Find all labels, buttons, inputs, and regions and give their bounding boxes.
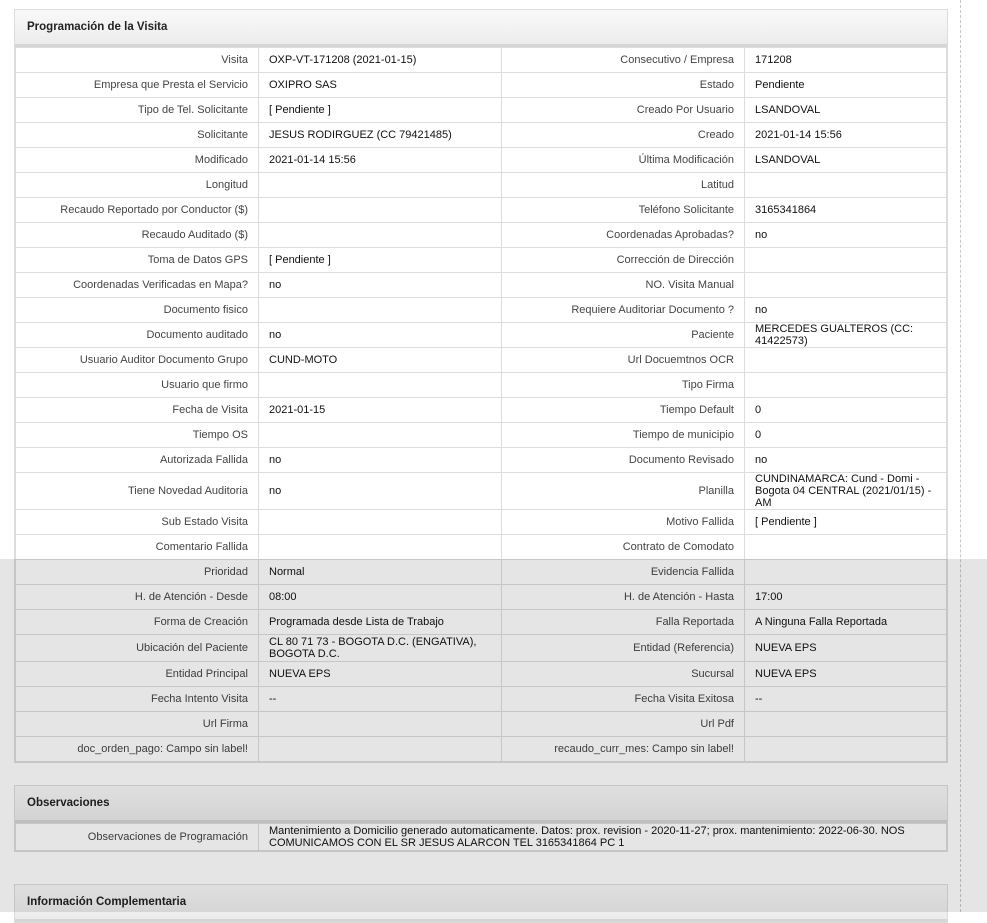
field-value-text: CL 80 71 73 - BOGOTA D.C. (ENGATIVA), BOGOTA D.C. xyxy=(269,636,477,660)
field-label-text: Teléfono Solicitante xyxy=(638,204,734,216)
field-value xyxy=(745,610,947,635)
field-label-text: Tipo Firma xyxy=(681,379,734,391)
field-value xyxy=(259,373,502,398)
field-label-text: Empresa que Presta el Servicio xyxy=(93,79,248,91)
field-value-text: [ Pendiente ] xyxy=(269,104,331,116)
table-row xyxy=(16,73,947,98)
field-value xyxy=(259,223,502,248)
field-value xyxy=(259,398,502,423)
field-label xyxy=(502,373,745,398)
table-row xyxy=(16,662,947,687)
field-label-text: Coordenadas Aprobadas? xyxy=(606,229,734,241)
field-value-text: no xyxy=(269,329,282,341)
field-label xyxy=(16,687,259,712)
info-complementaria-title: Información Complementaria xyxy=(15,885,947,922)
field-value xyxy=(259,635,502,662)
field-label-text: Creado xyxy=(697,129,734,141)
field-label-text: Creado Por Usuario xyxy=(636,104,734,116)
field-value xyxy=(745,73,947,98)
field-label xyxy=(502,298,745,323)
field-label xyxy=(16,198,259,223)
field-label-text: H. de Atención - Desde xyxy=(134,591,248,603)
field-value xyxy=(259,560,502,585)
table-row xyxy=(16,173,947,198)
table-row xyxy=(16,423,947,448)
field-label xyxy=(502,510,745,535)
table-row xyxy=(16,398,947,423)
field-label-text: recaudo_curr_mes: Campo sin label! xyxy=(554,743,734,755)
field-label-text: Evidencia Fallida xyxy=(650,566,734,578)
field-label-text: Consecutivo / Empresa xyxy=(620,54,734,66)
field-value-text: [ Pendiente ] xyxy=(269,254,331,266)
field-value-text: Normal xyxy=(269,566,305,578)
table-row xyxy=(16,473,947,510)
field-value xyxy=(745,298,947,323)
field-label-text: Solicitante xyxy=(197,129,248,141)
observaciones-table xyxy=(15,823,947,851)
field-value-text: 2021-01-14 15:56 xyxy=(755,129,842,141)
field-label xyxy=(502,448,745,473)
field-label-text: Modificado xyxy=(194,154,248,166)
field-label-text: Motivo Fallida xyxy=(666,516,734,528)
table-row xyxy=(16,510,947,535)
field-value-text: NUEVA EPS xyxy=(755,668,817,680)
field-label-text: NO. Visita Manual xyxy=(645,279,734,291)
field-label xyxy=(502,123,745,148)
field-label-text: Visita xyxy=(221,54,248,66)
field-value-text: OXP-VT-171208 (2021-01-15) xyxy=(269,54,417,66)
field-value xyxy=(745,635,947,662)
field-label xyxy=(16,73,259,98)
table-row xyxy=(16,687,947,712)
field-value xyxy=(259,737,502,762)
table-row xyxy=(16,585,947,610)
field-label-text: Documento fisico xyxy=(163,304,248,316)
field-label xyxy=(16,473,259,510)
field-value xyxy=(259,73,502,98)
table-row xyxy=(16,373,947,398)
field-value xyxy=(259,173,502,198)
field-value xyxy=(259,585,502,610)
field-label-text: Fecha Visita Exitosa xyxy=(634,693,734,705)
field-label xyxy=(502,173,745,198)
field-value xyxy=(745,173,947,198)
table-row xyxy=(16,148,947,173)
table-row xyxy=(16,610,947,635)
field-value-text: no xyxy=(269,454,282,466)
field-label-text: Comentario Fallida xyxy=(155,541,248,553)
table-row xyxy=(16,535,947,560)
field-value xyxy=(745,273,947,298)
field-label xyxy=(502,662,745,687)
field-value xyxy=(259,473,502,510)
field-value xyxy=(745,737,947,762)
field-label-text: Tiempo de municipio xyxy=(632,429,734,441)
field-value xyxy=(745,535,947,560)
field-label-text: Estado xyxy=(699,79,734,91)
field-label-text: Url Firma xyxy=(202,718,248,730)
field-label xyxy=(16,635,259,662)
field-label xyxy=(502,398,745,423)
field-label-text: Tiene Novedad Auditoria xyxy=(127,485,248,497)
field-value xyxy=(259,323,502,348)
field-label xyxy=(502,198,745,223)
field-label xyxy=(16,48,259,73)
field-label-text: Fecha Intento Visita xyxy=(150,693,248,705)
table-row xyxy=(16,273,947,298)
field-value-text: 0 xyxy=(755,429,762,441)
field-label xyxy=(16,423,259,448)
field-label-text: Usuario Auditor Documento Grupo xyxy=(79,354,248,366)
field-value-text: -- xyxy=(269,693,277,705)
field-value-text: A Ninguna Falla Reportada xyxy=(755,616,888,628)
field-value xyxy=(259,198,502,223)
table-row xyxy=(16,223,947,248)
field-value xyxy=(259,510,502,535)
field-label xyxy=(16,535,259,560)
field-label-text: Requiere Auditoriar Documento ? xyxy=(571,304,734,316)
field-label xyxy=(16,323,259,348)
field-label xyxy=(502,48,745,73)
field-label xyxy=(502,585,745,610)
field-value xyxy=(745,348,947,373)
field-label xyxy=(16,173,259,198)
field-label xyxy=(16,510,259,535)
field-label xyxy=(16,585,259,610)
field-value-text: NUEVA EPS xyxy=(755,642,817,654)
field-value-text: JESUS RODIRGUEZ (CC 79421485) xyxy=(269,129,452,141)
observaciones-title: Observaciones xyxy=(15,786,947,823)
table-row xyxy=(16,635,947,662)
field-label xyxy=(502,148,745,173)
field-value-text: 2021-01-15 xyxy=(269,404,326,416)
field-label-text: Tiempo Default xyxy=(659,404,734,416)
field-label-text: Recaudo Auditado ($) xyxy=(141,229,248,241)
field-value xyxy=(745,473,947,510)
field-label-text: Url Pdf xyxy=(700,718,734,730)
field-label-text: Latitud xyxy=(700,179,734,191)
field-value xyxy=(745,687,947,712)
field-value xyxy=(259,348,502,373)
field-value-text: no xyxy=(755,304,768,316)
field-label xyxy=(16,273,259,298)
field-label xyxy=(16,448,259,473)
field-value-text: no xyxy=(269,279,282,291)
field-label xyxy=(16,148,259,173)
field-label xyxy=(16,712,259,737)
dashed-divider xyxy=(960,0,961,912)
field-label xyxy=(502,348,745,373)
field-label-text: Última Modificación xyxy=(638,154,734,166)
field-value xyxy=(745,198,947,223)
field-label-text: Entidad (Referencia) xyxy=(633,642,734,654)
field-value-text: Pendiente xyxy=(755,79,805,91)
programacion-title: Programación de la Visita xyxy=(15,10,947,47)
field-value-text: 17:00 xyxy=(755,591,783,603)
field-value-text: CUNDINAMARCA: Cund - Domi - Bogota 04 CENTRAL (2021/01/15) - AM xyxy=(755,473,932,509)
field-value xyxy=(745,712,947,737)
table-row xyxy=(16,712,947,737)
observaciones-panel xyxy=(14,785,948,852)
field-label-text: Falla Reportada xyxy=(655,616,734,628)
table-row xyxy=(16,248,947,273)
field-value-text: 171208 xyxy=(755,54,792,66)
table-row xyxy=(16,198,947,223)
field-label-text: Paciente xyxy=(691,329,734,341)
observaciones-label: Observaciones de Programación xyxy=(16,824,259,851)
field-value xyxy=(259,610,502,635)
field-label xyxy=(502,635,745,662)
field-value xyxy=(259,712,502,737)
field-label-text: Longitud xyxy=(205,179,248,191)
field-label xyxy=(502,712,745,737)
field-value xyxy=(745,448,947,473)
field-value xyxy=(745,398,947,423)
field-value xyxy=(259,148,502,173)
field-value-text: 08:00 xyxy=(269,591,297,603)
field-label-text: Tiempo OS xyxy=(192,429,248,441)
field-value xyxy=(259,298,502,323)
field-value xyxy=(259,98,502,123)
field-label xyxy=(16,737,259,762)
field-value xyxy=(259,48,502,73)
field-label-text: Ubicación del Paciente xyxy=(136,642,248,654)
field-value xyxy=(745,223,947,248)
field-label-text: Entidad Principal xyxy=(165,668,248,680)
table-row xyxy=(16,323,947,348)
table-row xyxy=(16,824,947,851)
field-label-text: Sucursal xyxy=(691,668,734,680)
field-value-text: -- xyxy=(755,693,763,705)
field-value xyxy=(259,662,502,687)
field-value xyxy=(745,248,947,273)
field-label xyxy=(502,273,745,298)
field-value-text: CUND-MOTO xyxy=(269,354,338,366)
field-value-text: OXIPRO SAS xyxy=(269,79,337,91)
field-label xyxy=(502,423,745,448)
field-label xyxy=(502,560,745,585)
field-value-text: Programada desde Lista de Trabajo xyxy=(269,616,444,628)
field-label xyxy=(16,398,259,423)
field-value-text: no xyxy=(269,485,282,497)
table-row xyxy=(16,348,947,373)
field-label xyxy=(16,248,259,273)
field-label-text: Documento auditado xyxy=(146,329,248,341)
table-row xyxy=(16,298,947,323)
field-value xyxy=(745,373,947,398)
field-value-text: 2021-01-14 15:56 xyxy=(269,154,356,166)
field-label xyxy=(16,298,259,323)
field-value xyxy=(259,687,502,712)
field-value-text: 0 xyxy=(755,404,762,416)
field-value-text: 3165341864 xyxy=(755,204,817,216)
field-value xyxy=(745,323,947,348)
field-value-text: no xyxy=(755,454,768,466)
field-label xyxy=(502,223,745,248)
field-label xyxy=(502,248,745,273)
field-label xyxy=(502,535,745,560)
field-label xyxy=(16,662,259,687)
field-label xyxy=(502,73,745,98)
field-label xyxy=(16,223,259,248)
field-label-text: Fecha de Visita xyxy=(172,404,248,416)
table-row xyxy=(16,123,947,148)
field-value xyxy=(259,123,502,148)
field-label-text: Documento Revisado xyxy=(628,454,734,466)
field-label-text: Usuario que firmo xyxy=(161,379,248,391)
field-value-text: [ Pendiente ] xyxy=(755,516,817,528)
field-value xyxy=(745,423,947,448)
field-label xyxy=(16,610,259,635)
field-value xyxy=(259,535,502,560)
field-value-text: MERCEDES GUALTEROS (CC: 41422573) xyxy=(755,323,914,347)
info-complementaria-panel xyxy=(14,884,948,923)
field-value-text: no xyxy=(755,229,768,241)
field-label xyxy=(16,123,259,148)
field-label-text: Recaudo Reportado por Conductor ($) xyxy=(60,204,248,216)
field-value xyxy=(745,585,947,610)
table-row xyxy=(16,98,947,123)
field-label xyxy=(16,348,259,373)
field-label xyxy=(16,560,259,585)
field-value xyxy=(745,560,947,585)
field-label-text: Corrección de Dirección xyxy=(616,254,734,266)
field-label xyxy=(502,98,745,123)
field-label xyxy=(16,373,259,398)
field-value xyxy=(259,423,502,448)
programacion-table xyxy=(15,47,947,762)
field-label-text: H. de Atención - Hasta xyxy=(623,591,734,603)
field-value-text: LSANDOVAL xyxy=(755,104,821,116)
field-label xyxy=(502,323,745,348)
field-label xyxy=(502,737,745,762)
field-label-text: Coordenadas Verificadas en Mapa? xyxy=(73,279,248,291)
field-label xyxy=(502,473,745,510)
table-row xyxy=(16,48,947,73)
field-value xyxy=(745,123,947,148)
programacion-panel xyxy=(14,9,948,763)
field-value xyxy=(259,448,502,473)
field-value xyxy=(259,248,502,273)
field-value xyxy=(745,148,947,173)
field-label xyxy=(16,98,259,123)
observaciones-value: Mantenimiento a Domicilio generado automaticamente. Datos: prox. revision - 2020-11-27; prox. mantenimiento: 2022-06-30. NOS COMUNICAMOS CON EL SR JESUS ALARCON TEL 3165341864 PC 1 xyxy=(259,824,947,851)
field-value xyxy=(745,48,947,73)
field-value xyxy=(745,98,947,123)
field-label-text: Sub Estado Visita xyxy=(161,516,248,528)
field-label-text: doc_orden_pago: Campo sin label! xyxy=(77,743,248,755)
field-label xyxy=(502,610,745,635)
field-label-text: Toma de Datos GPS xyxy=(147,254,248,266)
table-row xyxy=(16,737,947,762)
field-value xyxy=(745,662,947,687)
field-label-text: Forma de Creación xyxy=(153,616,248,628)
field-label-text: Planilla xyxy=(698,485,734,497)
field-label-text: Url Docuemtnos OCR xyxy=(627,354,734,366)
table-row xyxy=(16,560,947,585)
field-value-text: LSANDOVAL xyxy=(755,154,821,166)
field-label-text: Tipo de Tel. Solicitante xyxy=(137,104,248,116)
field-value-text: NUEVA EPS xyxy=(269,668,331,680)
field-value xyxy=(259,273,502,298)
field-label xyxy=(502,687,745,712)
field-label-text: Contrato de Comodato xyxy=(622,541,734,553)
field-label-text: Prioridad xyxy=(203,566,248,578)
table-row xyxy=(16,448,947,473)
field-label-text: Autorizada Fallida xyxy=(159,454,248,466)
field-value xyxy=(745,510,947,535)
